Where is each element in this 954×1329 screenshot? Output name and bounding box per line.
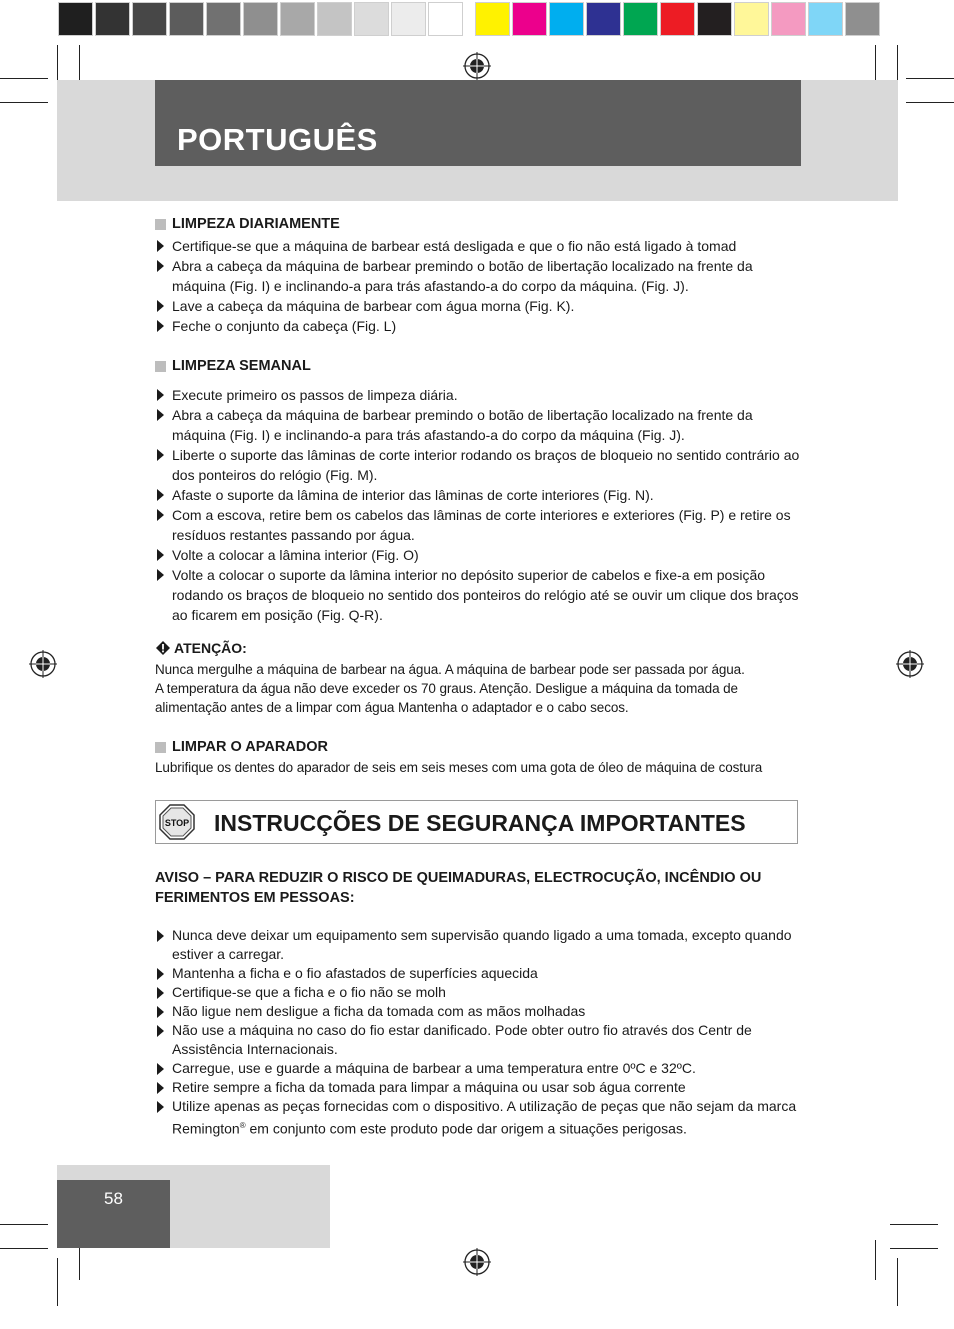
warning-icon [155, 640, 171, 656]
list-item: Não ligue nem desligue a ficha da tomada com as mãos molhadas [155, 1002, 800, 1021]
list-item: Retire sempre a ficha da tomada para limpar a máquina ou usar sob água corrente [155, 1078, 800, 1097]
list-item: Afaste o suporte da lâmina de interior das lâminas de corte interiores (Fig. N). [155, 485, 800, 505]
weekly-cleaning-list [155, 385, 800, 625]
swatch [808, 2, 843, 36]
square-bullet-icon [155, 219, 166, 230]
swatch [132, 2, 167, 36]
attention-text-2: A temperatura da água não deve exceder os 70 graus. Atenção. Desligue a máquina da tomada de alimentação antes de a limpar com água Mantenha o adaptador e o cabo secos. [155, 681, 738, 715]
swatch [549, 2, 584, 36]
section-heading-daily: LIMPEZA DIARIAMENTE [155, 216, 800, 232]
safety-list [155, 926, 800, 1139]
swatch [391, 2, 426, 36]
list-item: Certifique-se que a máquina de barbear está desligada e que o fio não está ligado à tomad [155, 236, 800, 256]
swatch [58, 2, 93, 36]
list-item: Com a escova, retire bem os cabelos das lâminas de corte interiores e exteriores (Fig. P) e retire os resíduos restantes passando por água. [155, 505, 800, 545]
section-heading-trimmer: LIMPAR O APARADOR [155, 739, 800, 755]
attention-text-1: Nunca mergulhe a máquina de barbear na água. A máquina de barbear pode ser passada por água. [155, 662, 745, 677]
swatch [95, 2, 130, 36]
list-item: Execute primeiro os passos de limpeza diária. [155, 385, 800, 405]
crop-mark [0, 1248, 48, 1249]
list-item: Lave a cabeça da máquina de barbear com água morna (Fig. K). [155, 296, 800, 316]
crop-mark [875, 1240, 876, 1280]
section-heading-weekly: LIMPEZA SEMANAL [155, 358, 800, 374]
list-item: Liberte o suporte das lâminas de corte interior rodando os braços de bloqueio no sentido contrário ao dos ponteiros do relógio (Fig. M). [155, 445, 800, 485]
swatch [586, 2, 621, 36]
crop-mark [897, 1258, 898, 1306]
swatch [280, 2, 315, 36]
trimmer-text: Lubrifique os dentes do aparador de seis em seis meses com uma gota de óleo de máquina de costura [155, 760, 763, 775]
square-bullet-icon [155, 361, 166, 372]
color-calibration-bar [58, 2, 882, 38]
registration-mark-icon [463, 52, 491, 80]
svg-text:STOP: STOP [164, 818, 190, 828]
list-item: Volte a colocar a lâmina interior (Fig. O) [155, 545, 800, 565]
list-item: Volte a colocar o suporte da lâmina interior no depósito superior de cabelos e fixe-a em posição rodando os braços de bloqueio no sentido dos ponteiros do relógio até se ouvir um clique dos braços ao ficarem em posição (Fig. Q-R). [155, 565, 800, 625]
daily-cleaning-list [155, 236, 800, 336]
swatch [243, 2, 278, 36]
registration-mark-icon [29, 650, 57, 678]
main-content [155, 216, 800, 777]
list-item: Abra a cabeça da máquina de barbear premindo o botão de libertação localizado na frente da máquina (Fig. I) e inclinando-a para trás afastando-a do corpo da máquina. (Fig. J). [155, 256, 800, 296]
swatch [771, 2, 806, 36]
crop-mark [0, 102, 48, 103]
crop-mark [57, 1258, 58, 1306]
safety-title: INSTRUCÇÕES DE SEGURANÇA IMPORTANTES [214, 810, 746, 836]
page-number: 58 [104, 1189, 123, 1208]
safety-warning: AVISO – PARA REDUZIR O RISCO DE QUEIMADURAS, ELECTROCUÇÃO, INCÊNDIO OU FERIMENTOS EM PESSOAS: [155, 870, 762, 906]
crop-mark [890, 1248, 938, 1249]
safety-title-box [155, 800, 798, 844]
swatch [845, 2, 880, 36]
list-item: Não use a máquina no caso do fio estar danificado. Pode obter outro fio através dos Centr de Assistência Internacionais. [155, 1021, 800, 1059]
crop-mark [890, 1224, 938, 1225]
page-title: PORTUGUÊS [177, 122, 378, 157]
list-item: Feche o conjunto da cabeça (Fig. L) [155, 316, 800, 336]
list-item: Utilize apenas as peças fornecidas com o dispositivo. A utilização de peças que não sejam da marca Remington® em conjunto com este produto pode dar origem a situações perigosas. [155, 1097, 800, 1139]
swatch [697, 2, 732, 36]
registered-mark: ® [239, 1121, 246, 1130]
swatch [660, 2, 695, 36]
registration-mark-icon [896, 650, 924, 678]
swatch [317, 2, 352, 36]
crop-mark [906, 78, 954, 79]
swatch [428, 2, 463, 36]
attention-heading: ATENÇÃO: [155, 640, 800, 656]
crop-mark [0, 78, 48, 79]
swatch [169, 2, 204, 36]
crop-mark [906, 102, 954, 103]
swatch [475, 2, 510, 36]
list-item: Abra a cabeça da máquina de barbear premindo o botão de libertação localizado na frente da máquina (Fig. I) e inclinando-a para trás afastando-a do corpo da máquina (Fig. J). [155, 405, 800, 445]
safety-content [155, 868, 800, 1139]
square-bullet-icon [155, 742, 166, 753]
list-item: Nunca deve deixar um equipamento sem supervisão quando ligado a uma tomada, excepto quando estiver a carregar. [155, 926, 800, 964]
registration-mark-icon [463, 1248, 491, 1276]
swatch [734, 2, 769, 36]
list-item: Carregue, use e guarde a máquina de barbear a uma temperatura entre 0ºC e 32ºC. [155, 1059, 800, 1078]
list-item: Mantenha a ficha e o fio afastados de superfícies aquecida [155, 964, 800, 983]
swatch [623, 2, 658, 36]
list-item: Certifique-se que a ficha e o fio não se molh [155, 983, 800, 1002]
stop-sign-icon [159, 804, 195, 840]
crop-mark [0, 1224, 48, 1225]
page-number-box [57, 1180, 170, 1248]
swatch [512, 2, 547, 36]
swatch [206, 2, 241, 36]
swatch [354, 2, 389, 36]
header-title-box [155, 80, 801, 166]
